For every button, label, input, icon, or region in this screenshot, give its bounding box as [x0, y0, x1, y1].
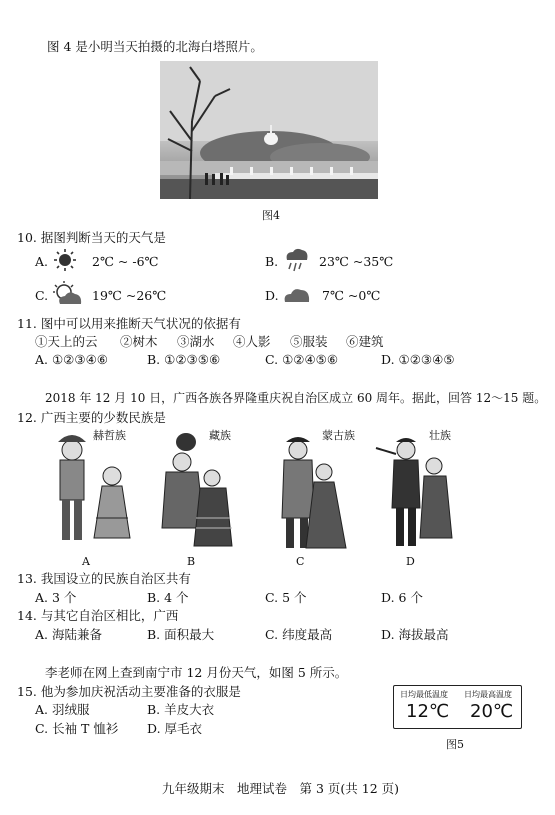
ethnic-label-d: 壮族 [429, 429, 451, 442]
ethnic-letter-b: B [187, 555, 196, 568]
passage-text: 2018 年 12 月 10 日，广西各族各界隆重庆祝自治区成立 60 周年。据此，回答 12～15 题。 [45, 391, 547, 405]
q14-option-b: B. 面积最大 [147, 627, 215, 642]
q13-option-d: D. 6 个 [381, 590, 423, 605]
q15-option-c: C. 长袖 T 恤衫 [35, 721, 119, 736]
q11-item-6: ⑥建筑 [346, 334, 384, 349]
q10-option-a-temp: 2℃ ~ -6℃ [92, 254, 159, 269]
fig5-caption: 图5 [446, 738, 464, 751]
q10-stem: 10. 据图判断当天的天气是 [17, 230, 166, 245]
q10-option-c-letter: C. [35, 288, 49, 303]
q10-option-b-temp: 23℃ ~35℃ [319, 254, 394, 269]
q11-item-1: ①天上的云 [35, 334, 98, 349]
q15-stem: 15. 他为参加庆祝活动主要准备的衣服是 [17, 684, 241, 699]
q13-option-c: C. 5 个 [265, 590, 307, 605]
high-temp-value: 20℃ [470, 701, 514, 722]
q11-stem: 11. 图中可以用来推断天气状况的依据有 [17, 316, 241, 331]
q13-option-a: A. 3 个 [35, 590, 77, 605]
q10-option-c-temp: 19℃ ~26℃ [92, 288, 167, 303]
q15-option-b: B. 羊皮大衣 [147, 702, 215, 717]
high-temp-label: 日均最高温度 [464, 690, 512, 699]
partly-cloudy-icon [52, 280, 84, 308]
fig4-intro: 图 4 是小明当天拍摄的北海白塔照片。 [47, 39, 263, 54]
ethnic-label-b: 藏族 [209, 429, 231, 442]
q15-option-d: D. 厚毛衣 [147, 721, 203, 736]
q15-option-a: A. 羽绒服 [35, 702, 90, 717]
low-temp-value: 12℃ [406, 701, 450, 722]
rain-cloud-icon [282, 246, 310, 274]
sunny-icon [52, 248, 78, 272]
beihai-white-pagoda-photo [160, 61, 378, 199]
q11-option-d: D. ①②③④⑤ [381, 352, 455, 367]
q14-option-d: D. 海拔最高 [381, 627, 449, 642]
q11-item-5: ⑤服装 [290, 334, 328, 349]
fig5-temperature-box [393, 685, 522, 729]
tibetan-dancers-illustration [152, 428, 242, 556]
ethnic-label-a: 赫哲族 [93, 429, 126, 442]
mongolian-dancers-illustration [262, 428, 352, 556]
q10-option-b-letter: B. [265, 254, 279, 269]
hezhe-dancers-illustration [40, 428, 140, 556]
q11-option-a: A. ①②③④⑥ [35, 352, 109, 367]
q10-option-a-letter: A. [35, 254, 49, 269]
cloudy-icon [282, 284, 312, 304]
ethnic-label-c: 蒙古族 [322, 429, 355, 442]
q14-option-a: A. 海陆兼备 [35, 627, 102, 642]
q13-stem: 13. 我国设立的民族自治区共有 [17, 571, 191, 586]
ethnic-letter-c: C [296, 555, 305, 568]
fig4-caption: 图4 [262, 209, 280, 222]
q14-stem: 14. 与其它自治区相比，广西 [17, 608, 179, 623]
q11-item-3: ③湖水 [177, 334, 215, 349]
ethnic-letter-d: D [406, 555, 415, 568]
q12-stem: 12. 广西主要的少数民族是 [17, 410, 166, 425]
zhuang-dancers-illustration [372, 428, 462, 556]
q10-option-d-temp: 7℃ ~0℃ [322, 288, 381, 303]
q11-option-b: B. ①②③⑤⑥ [147, 352, 221, 367]
q11-item-2: ②树木 [120, 334, 158, 349]
q14-option-c: C. 纬度最高 [265, 627, 333, 642]
fig5-intro: 李老师在网上查到南宁市 12 月份天气，如图 5 所示。 [45, 665, 348, 680]
q13-option-b: B. 4 个 [147, 590, 189, 605]
ethnic-letter-a: A [82, 555, 90, 568]
low-temp-label: 日均最低温度 [400, 690, 448, 699]
q10-option-d-letter: D. [265, 288, 279, 303]
page-footer: 九年级期末 地理试卷 第 3 页(共 12 页) [162, 781, 400, 796]
q11-item-4: ④人影 [233, 334, 271, 349]
q11-option-c: C. ①②④⑤⑥ [265, 352, 339, 367]
